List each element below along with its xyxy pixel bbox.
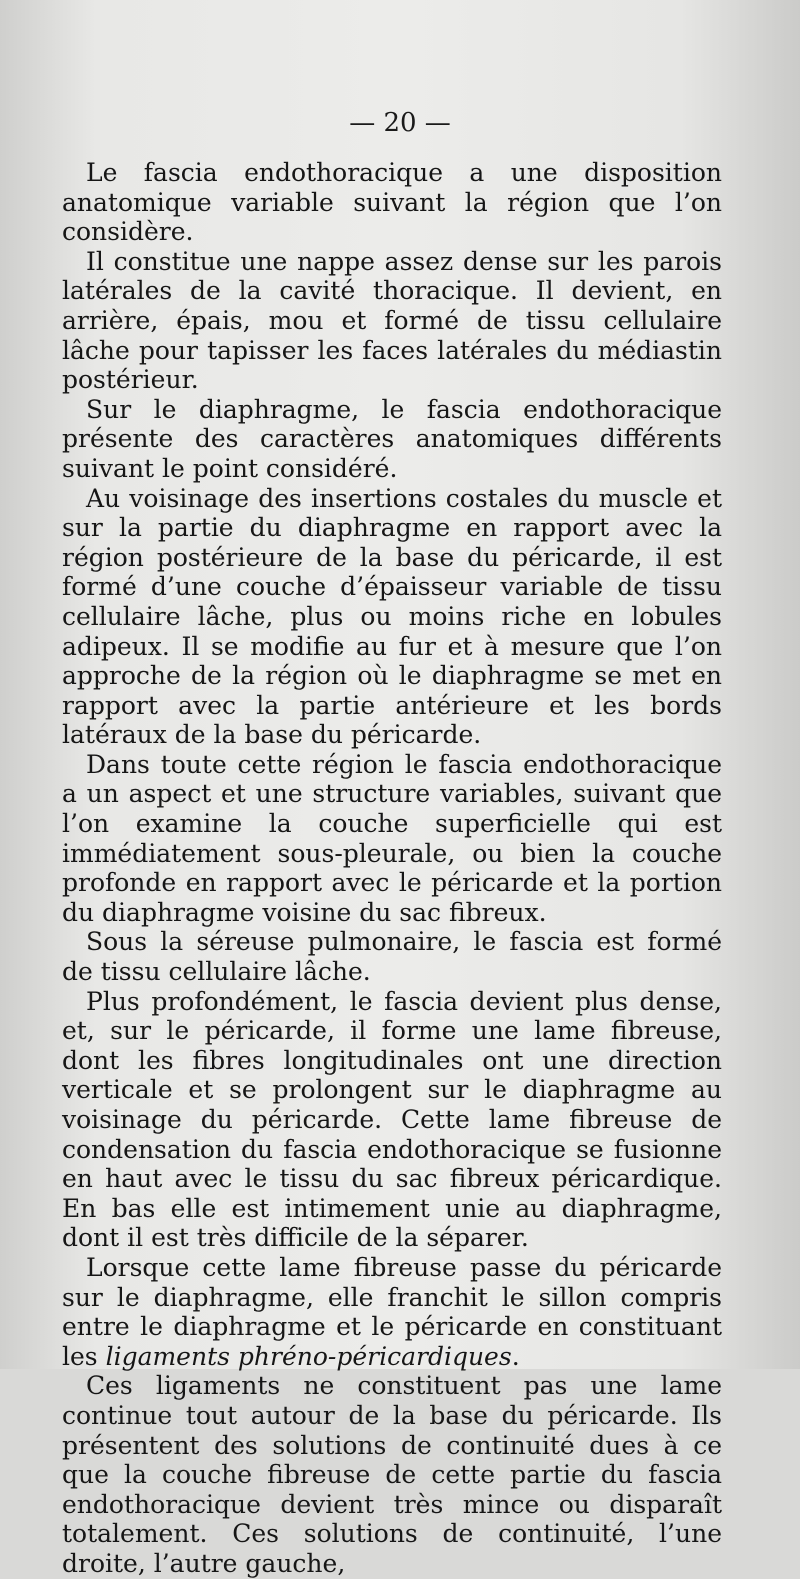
paragraph: Ces ligaments ne constituent pas une lame continue tout autour de la base du péricarde. Ils présentent des solutions de continuité dues à ce que la couche fibreuse de cette partie du fascia endothoracique devient très mince ou disparaît totalement. Ces solutions de continuité, l’une droite, l’autre gauche, [62,1371,722,1578]
italic-term: ligaments phréno-péricardiques [105,1341,512,1371]
page-number: — 20 — [349,108,451,138]
paragraph: Le fascia endothoracique a une disposition anatomique variable suivant la région que l’on considère. [62,158,722,247]
paragraph: Sous la séreuse pulmonaire, le fascia est formé de tissu cellulaire lâche. [62,927,722,987]
paragraph: Sur le diaphragme, le fascia endothoracique présente des caractères anatomiques différents suivant le point considéré. [62,394,722,483]
paragraph: Plus profondément, le fascia devient plus dense, et, sur le péricarde, il forme une lame fibreuse, dont les fibres longitudinales ont une direction verticale et se prolongent sur le diaphragme au voisinage du péricarde. Cette lame fibreuse de condensation du fascia endothoracique se fusionne en haut avec le tissu du sac fibreux péricardique. En bas elle est intimement unie au diaphragme, dont il est très difficile de la séparer. [62,986,722,1253]
paragraph: Il constitue une nappe assez dense sur les parois latérales de la cavité thoracique. Il devient, en arrière, épais, mou et formé de tissu cellulaire lâche pour tapisser les faces latérales du médiastin postérieur. [62,246,722,395]
paragraph [62,1253,722,1371]
paragraph-text: . [511,1341,520,1371]
paragraph: Au voisinage des insertions costales du muscle et sur la partie du diaphragme en rapport avec la région postérieure de la base du péricarde, il est formé d’une couche d’épaisseur variable de tissu cellulaire lâche, plus ou moins riche en lobules adipeux. Il se modifie au fur et à mesure que l’on approche de la région où le diaphragme se met en rapport avec la partie antérieure et les bords latéraux de la base du péricarde. [62,483,722,750]
body-text [62,158,722,1579]
paragraph: Dans toute cette région le fascia endothoracique a un aspect et une structure variables, suivant que l’on examine la couche superficielle qui est immédiatement sous-pleurale, ou bien la couche profonde en rapport avec le péricarde et la portion du diaphragme voisine du sac fibreux. [62,749,722,927]
paragraph-text: Lorsque cette lame fibreuse passe du péricarde sur le diaphragme, elle franchit le sillon compris entre le diaphragme et le péricarde en constituant les [62,1252,722,1371]
